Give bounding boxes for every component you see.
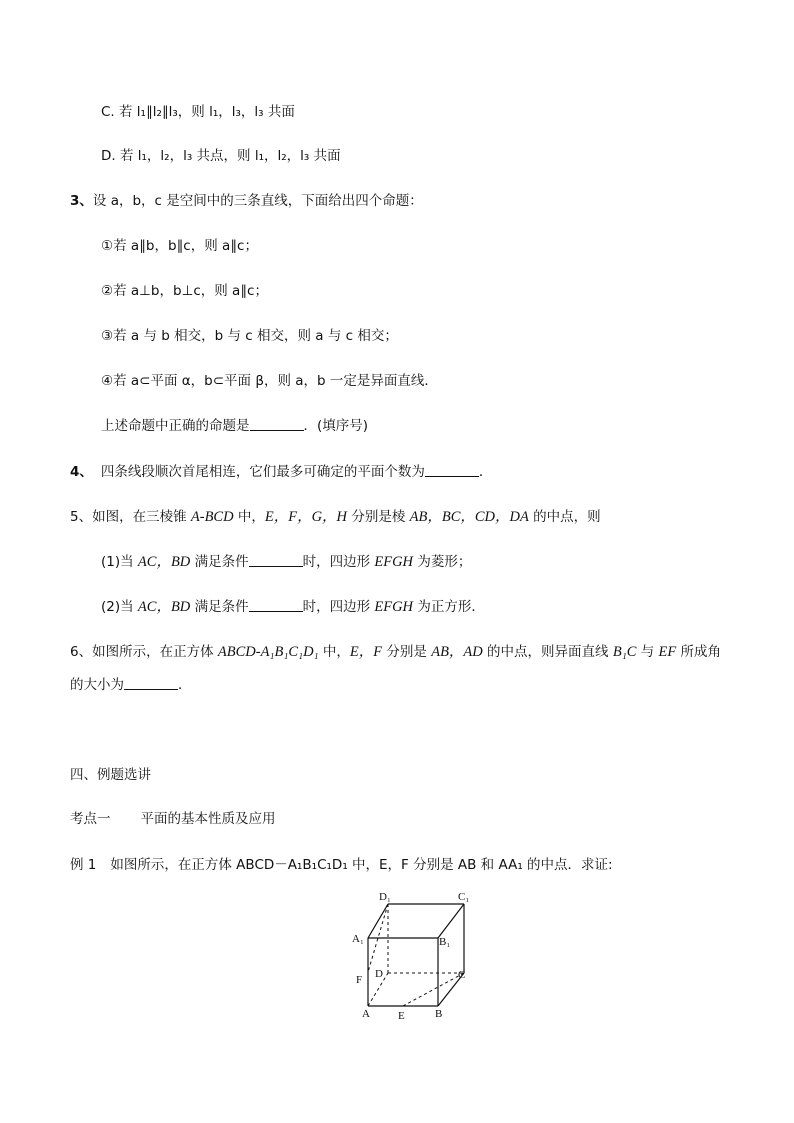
question-3-fill-prefix: 上述命题中正确的命题是	[101, 418, 250, 434]
q5-text: 分别是棱	[347, 509, 410, 525]
q6-text: 6、如图所示，在正方体	[70, 644, 218, 660]
question-5-part-2	[101, 598, 485, 616]
question-3-fill	[101, 417, 368, 435]
question-4-text: 四条线段顺次首尾相连，它们最多可确定的平面个数为	[100, 464, 425, 480]
q6-solid: ABCD-A₁B₁C₁D₁	[217, 644, 319, 660]
question-3-item-2: ②若 a⊥b，b⊥c，则 a∥c；	[101, 283, 268, 299]
question-3-fill-suffix: ．(填序号)	[303, 418, 369, 434]
question-4-suffix: ．	[478, 464, 493, 480]
q6-edges: AB，AD	[431, 644, 483, 660]
edge-a1-d1	[368, 904, 388, 938]
q6-text: 中，	[318, 644, 350, 660]
question-6-line-2	[70, 676, 192, 694]
cube-figure	[343, 888, 483, 1028]
q6-points: E，F	[349, 644, 383, 660]
q6-line: B₁C	[612, 644, 637, 660]
question-3-item-4: ④若 a⊂平面 α，b⊂平面 β，则 a，b 一定是异面直线．	[101, 373, 438, 389]
q5-text: 满足条件	[190, 599, 249, 615]
q5-text: 为正方形．	[413, 599, 485, 615]
q5-segments: AC，BD	[137, 554, 191, 570]
label-b1: B₁	[439, 936, 451, 948]
label-d1: D₁	[379, 891, 391, 903]
q6-text: 的中点，则异面直线	[482, 644, 613, 660]
answer-blank[interactable]	[425, 464, 479, 477]
option-d: D. 若 l₁，l₂，l₃ 共点，则 l₁，l₂，l₃ 共面	[101, 148, 341, 164]
q6-line: EF	[658, 644, 677, 660]
line-e-c	[403, 973, 464, 1006]
q5-text: 5、如图，在三棱锥	[70, 509, 191, 525]
question-5-stem	[70, 508, 601, 526]
question-4-number: 4、	[70, 464, 93, 480]
q5-text: 中，	[233, 509, 265, 525]
example-text: 如图所示，在正方体 ABCD－A₁B₁C₁D₁ 中，E，F 分别是 AB 和 AA₁ 的中点．求证:	[110, 857, 613, 873]
question-5-part-1	[101, 553, 471, 571]
topic-label: 考点一	[70, 811, 111, 827]
label-f: F	[356, 974, 363, 986]
q5-text: 的中点，则	[528, 509, 601, 525]
q6-text: 的大小为	[70, 677, 124, 693]
option-c: C. 若 l₁∥l₂∥l₃，则 l₁，l₃，l₃ 共面	[101, 104, 295, 120]
label-c1: C₁	[458, 891, 470, 903]
q6-text: 所成角	[676, 644, 722, 660]
q6-text: ．	[178, 677, 192, 693]
topic-heading	[70, 810, 276, 828]
label-a: A	[362, 1008, 370, 1020]
topic-title: 平面的基本性质及应用	[140, 811, 276, 827]
question-3-item-3: ③若 a 与 b 相交，b 与 c 相交，则 a 与 c 相交；	[101, 328, 398, 344]
question-3-stem	[70, 192, 423, 210]
answer-blank[interactable]	[124, 677, 178, 690]
example-label: 例 1	[70, 857, 97, 873]
question-4	[70, 463, 492, 481]
q5-points: E，F，G，H	[264, 509, 348, 525]
q5-text: 为菱形；	[413, 554, 472, 570]
label-b: B	[435, 1008, 443, 1020]
question-3-item-1: ①若 a∥b，b∥c，则 a∥c；	[101, 238, 258, 254]
section-heading: 四、例题选讲	[70, 767, 151, 783]
q6-text: 分别是	[382, 644, 432, 660]
label-e: E	[398, 1010, 405, 1022]
label-c: C	[458, 969, 466, 981]
q5-text: 时，四边形	[302, 599, 375, 615]
answer-blank[interactable]	[250, 418, 304, 431]
label-d: D	[375, 968, 383, 980]
answer-blank[interactable]	[249, 599, 303, 612]
q5-text: (2)当	[101, 599, 138, 615]
label-a1: A₁	[352, 933, 364, 945]
q5-solid: A-BCD	[190, 509, 234, 525]
q5-quadrilateral: EFGH	[374, 554, 414, 570]
q5-quadrilateral: EFGH	[374, 599, 414, 615]
question-3-text: 设 a，b，c 是空间中的三条直线，下面给出四个命题：	[92, 193, 423, 209]
question-6-line-1	[70, 643, 721, 661]
answer-blank[interactable]	[249, 554, 303, 567]
q5-text: 时，四边形	[302, 554, 375, 570]
edge-b1-c1	[438, 904, 464, 938]
q5-text: (1)当	[101, 554, 138, 570]
example-1	[70, 856, 613, 874]
question-3-number: 3、	[70, 193, 93, 209]
q5-text: 满足条件	[190, 554, 249, 570]
q5-segments: AC，BD	[137, 599, 191, 615]
q5-edges: AB，BC，CD，DA	[409, 509, 529, 525]
q6-text: 与	[636, 644, 659, 660]
